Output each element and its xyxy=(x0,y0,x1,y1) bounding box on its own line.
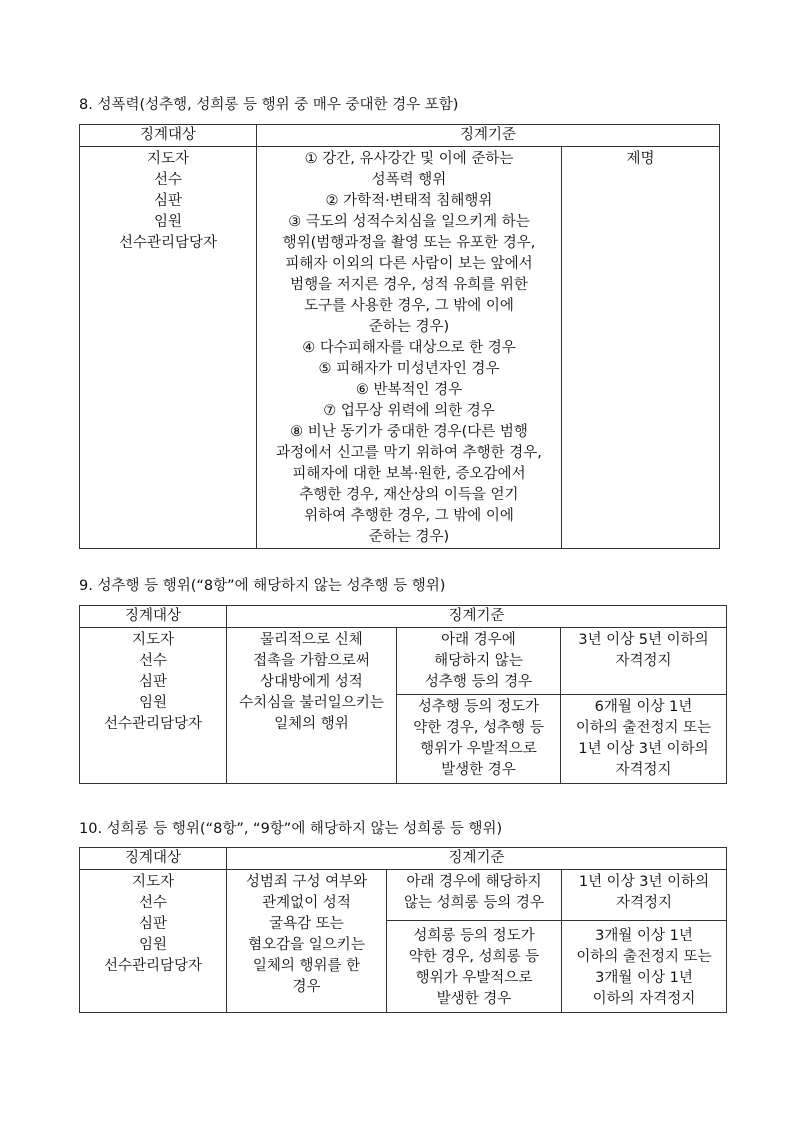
target-item: 선수관리담당자 xyxy=(103,716,203,732)
section-8-title: 8. 성폭력(성추행, 성희롱 등 행위 중 매우 중대한 경우 포함) xyxy=(79,97,459,113)
section-10-table xyxy=(79,847,727,1013)
header-criteria: 징계기준 xyxy=(227,848,727,870)
target-list xyxy=(80,870,227,1013)
criteria-line: 피해자에 대한 보복·원한, 증오감에서 xyxy=(292,466,526,482)
header-target: 징계대상 xyxy=(80,125,257,147)
criteria-line: 준하는 경우) xyxy=(368,319,450,335)
criteria-line: ⑦ 업무상 위력에 의한 경우 xyxy=(323,403,495,419)
section-9-table xyxy=(79,605,727,784)
definition-line: 상대방에게 성적 xyxy=(260,674,363,690)
definition xyxy=(227,870,387,1013)
criteria-line: 범행을 저지른 경우, 성적 유희를 위한 xyxy=(290,277,528,293)
criteria-line: 위하여 추행한 경우, 그 밖에 이에 xyxy=(304,508,514,524)
definition-line: 혐오감을 일으키는 xyxy=(248,937,365,953)
target-list xyxy=(80,628,227,784)
criteria-line: 과정에서 신고를 막기 위하여 추행한 경우, xyxy=(276,445,542,461)
criteria-line: 성폭력 행위 xyxy=(371,172,447,188)
case-mild xyxy=(387,921,562,1013)
case-line: 약한 경우, 성희롱 등 xyxy=(408,949,540,965)
penalty-line: 6개월 이상 1년 xyxy=(594,699,693,715)
criteria-line: 행위(범행과정을 촬영 또는 유포한 경우, xyxy=(282,235,536,251)
criteria-line: 피해자 이외의 다른 사람이 보는 앞에서 xyxy=(285,256,533,272)
case-line: 해당하지 않는 xyxy=(434,653,523,669)
definition-line: 물리적으로 신체 xyxy=(260,632,363,648)
target-item: 지도자 xyxy=(131,874,175,890)
target-list xyxy=(80,147,257,549)
case-line: 발생한 경우 xyxy=(436,991,512,1007)
penalty-line: 1년 이상 3년 이하의 xyxy=(578,874,710,890)
case-line: 행위가 우발적으로 xyxy=(420,741,537,757)
criteria-line: 추행한 경우, 재산상의 이득을 얻기 xyxy=(299,487,519,503)
case-general xyxy=(387,870,562,921)
criteria-line: 도구를 사용한 경우, 그 밖에 이에 xyxy=(304,298,514,314)
penalty-general xyxy=(562,870,727,921)
case-line: 발생한 경우 xyxy=(441,762,516,778)
penalty-line: 이하의 출전정지 또는 xyxy=(576,949,712,965)
criteria-line: ⑥ 반복적인 경우 xyxy=(355,382,463,398)
penalty-line: 1년 이상 3년 이하의 xyxy=(578,741,709,757)
target-item: 선수 xyxy=(153,172,182,188)
criteria-line: ① 강간, 유사강간 및 이에 준하는 xyxy=(304,151,514,167)
target-item: 심판 xyxy=(138,916,167,932)
target-item: 선수관리담당자 xyxy=(118,235,218,251)
target-item: 선수 xyxy=(138,895,167,911)
target-item: 임원 xyxy=(138,695,167,711)
case-general xyxy=(397,628,561,695)
case-line: 행위가 우발적으로 xyxy=(415,970,533,986)
case-mild xyxy=(397,695,561,784)
header-criteria: 징계기준 xyxy=(257,125,720,147)
target-item: 심판 xyxy=(153,193,182,209)
case-line: 아래 경우에 해당하지 xyxy=(406,874,542,890)
penalty-line: 자격정지 xyxy=(615,653,672,669)
definition-line: 수치심을 불러일으키는 xyxy=(239,695,384,711)
section-10-title: 10. 성희롱 등 행위(“8항”, “9항”에 해당하지 않는 성희롱 등 행위) xyxy=(79,821,503,837)
criteria-line: ③ 극도의 성적수치심을 일으키게 하는 xyxy=(288,214,530,230)
criteria-line: ⑧ 비난 동기가 중대한 경우(다른 범행 xyxy=(290,424,528,440)
header-criteria: 징계기준 xyxy=(227,606,727,628)
penalty xyxy=(562,147,720,549)
definition-line: 성범죄 구성 여부와 xyxy=(245,874,368,890)
section-9-title: 9. 성추행 등 행위(“8항”에 해당하지 않는 성추행 등 행위) xyxy=(79,578,446,594)
definition-line: 관계없이 성적 xyxy=(262,895,351,911)
definition xyxy=(227,628,397,784)
case-line: 성희롱 등의 정도가 xyxy=(413,928,535,944)
case-line: 않는 성희롱 등의 경우 xyxy=(404,895,544,911)
definition-line: 일체의 행위를 한 xyxy=(252,958,361,974)
penalty-line: 자격정지 xyxy=(615,762,672,778)
definition-line: 일체의 행위 xyxy=(274,716,349,732)
target-item: 지도자 xyxy=(131,632,175,648)
penalty-line: 이하의 자격정지 xyxy=(592,991,696,1007)
penalty-text: 제명 xyxy=(626,151,655,167)
penalty-line: 3개월 이상 1년 xyxy=(595,928,693,944)
penalty-line: 3개월 이상 1년 xyxy=(595,970,693,986)
criteria-line: ④ 다수피해자를 대상으로 한 경우 xyxy=(302,340,516,356)
definition-line: 접촉을 가함으로써 xyxy=(253,653,370,669)
target-item: 임원 xyxy=(153,214,182,230)
criteria-list xyxy=(257,147,562,549)
criteria-line: 준하는 경우) xyxy=(368,529,450,545)
target-item: 선수관리담당자 xyxy=(103,958,203,974)
target-item: 임원 xyxy=(138,937,167,953)
case-line: 성추행 등의 경우 xyxy=(424,674,533,690)
definition-line: 경우 xyxy=(292,979,321,995)
target-item: 지도자 xyxy=(146,151,190,167)
criteria-line: ⑤ 피해자가 미성년자인 경우 xyxy=(318,361,500,377)
penalty-mild xyxy=(562,921,727,1013)
target-item: 선수 xyxy=(138,653,167,669)
penalty-line: 이하의 출전정지 또는 xyxy=(575,720,712,736)
target-item: 심판 xyxy=(138,674,167,690)
case-line: 아래 경우에 xyxy=(441,632,516,648)
penalty-line: 3년 이상 5년 이하의 xyxy=(578,632,709,648)
section-8-table xyxy=(79,124,720,549)
case-line: 성추행 등의 정도가 xyxy=(417,699,540,715)
penalty-general xyxy=(561,628,727,695)
penalty-mild xyxy=(561,695,727,784)
header-target: 징계대상 xyxy=(80,606,227,628)
penalty-line: 자격정지 xyxy=(616,895,673,911)
case-line: 약한 경우, 성추행 등 xyxy=(413,720,544,736)
header-target: 징계대상 xyxy=(80,848,227,870)
definition-line: 굴욕감 또는 xyxy=(269,916,344,932)
criteria-line: ② 가학적·변태적 침해행위 xyxy=(325,193,493,209)
